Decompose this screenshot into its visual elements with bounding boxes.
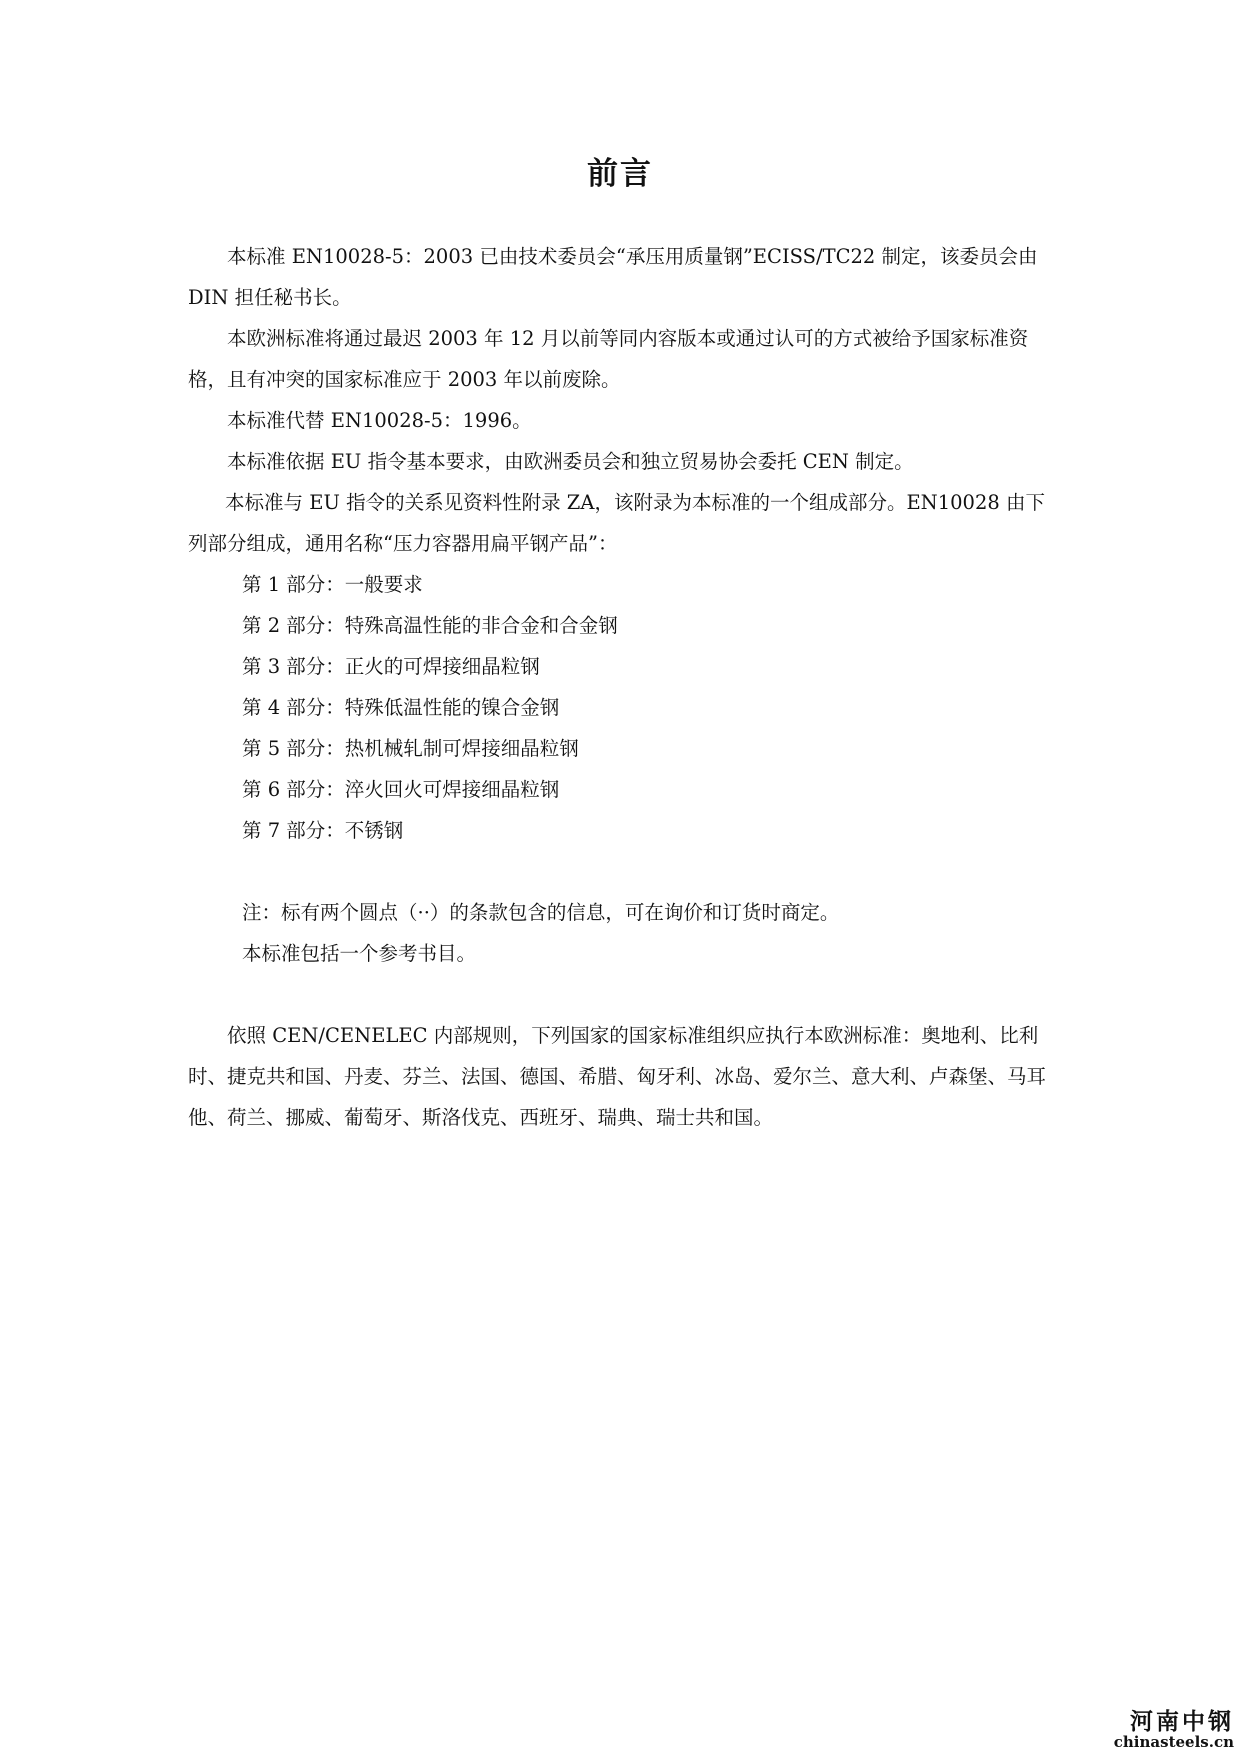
paragraph-eu-directive: 本标准与 EU 指令的关系见资料性附录 ZA，该附录为本标准的一个组成部分。EN10028 由下列部分组成，通用名称“压力容器用扁平钢产品”： <box>188 491 1045 555</box>
spacer <box>188 851 1054 892</box>
spacer <box>188 974 1054 1015</box>
page-title: 前言 <box>587 156 653 192</box>
paragraph-supersedes: 本标准代替 EN10028-5：1996。 <box>227 409 532 432</box>
paragraph-member-countries: 依照 CEN/CENELEC 内部规则，下列国家的国家标准组织应执行本欧洲标准：奥地利、比利时、捷克共和国、丹麦、芬兰、法国、德国、希腊、匈牙利、冰岛、爱尔兰、意大利、卢森堡、马耳他、荷兰、挪威、葡萄牙、斯洛伐克、西班牙、瑞典、瑞士共和国。 <box>188 1024 1047 1129</box>
note-double-dot: 注：标有两个圆点（··）的条款包含的信息，可在询价和订货时商定。 <box>242 901 840 924</box>
paragraph-mandate: 本标准依据 EU 指令基本要求，由欧洲委员会和独立贸易协会委托 CEN 制定。 <box>227 450 914 473</box>
list-item-part-2: 第 2 部分：特殊高温性能的非合金和合金钢 <box>242 614 618 637</box>
note-bibliography: 本标准包括一个参考书目。 <box>242 942 477 965</box>
list-item-part-1: 第 1 部分：一般要求 <box>242 573 423 596</box>
list-item-part-7: 第 7 部分：不锈钢 <box>242 819 404 842</box>
paragraph-national-status: 本欧洲标准将通过最迟 2003 年 12 月以前等同内容版本或通过认可的方式被给予国家标准资格，且有冲突的国家标准应于 2003 年以前废除。 <box>188 327 1029 391</box>
list-item-part-5: 第 5 部分：热机械轧制可焊接细晶粒钢 <box>242 737 579 760</box>
list-item-part-3: 第 3 部分：正火的可焊接细晶粒钢 <box>242 655 540 678</box>
parts-list <box>188 564 1054 851</box>
watermark-cn-text: 河南中钢 <box>1130 1709 1234 1735</box>
watermark-logo <box>1084 1710 1234 1750</box>
list-item-part-4: 第 4 部分：特殊低温性能的镍合金钢 <box>242 696 560 719</box>
watermark-en-text: chinasteels.cn <box>1113 1733 1234 1751</box>
list-item-part-6: 第 6 部分：淬火回火可焊接细晶粒钢 <box>242 778 560 801</box>
document-body <box>188 236 1054 1138</box>
paragraph-committee: 本标准 EN10028-5：2003 已由技术委员会“承压用质量钢”ECISS/TC22 制定，该委员会由 DIN 担任秘书长。 <box>188 245 1038 309</box>
